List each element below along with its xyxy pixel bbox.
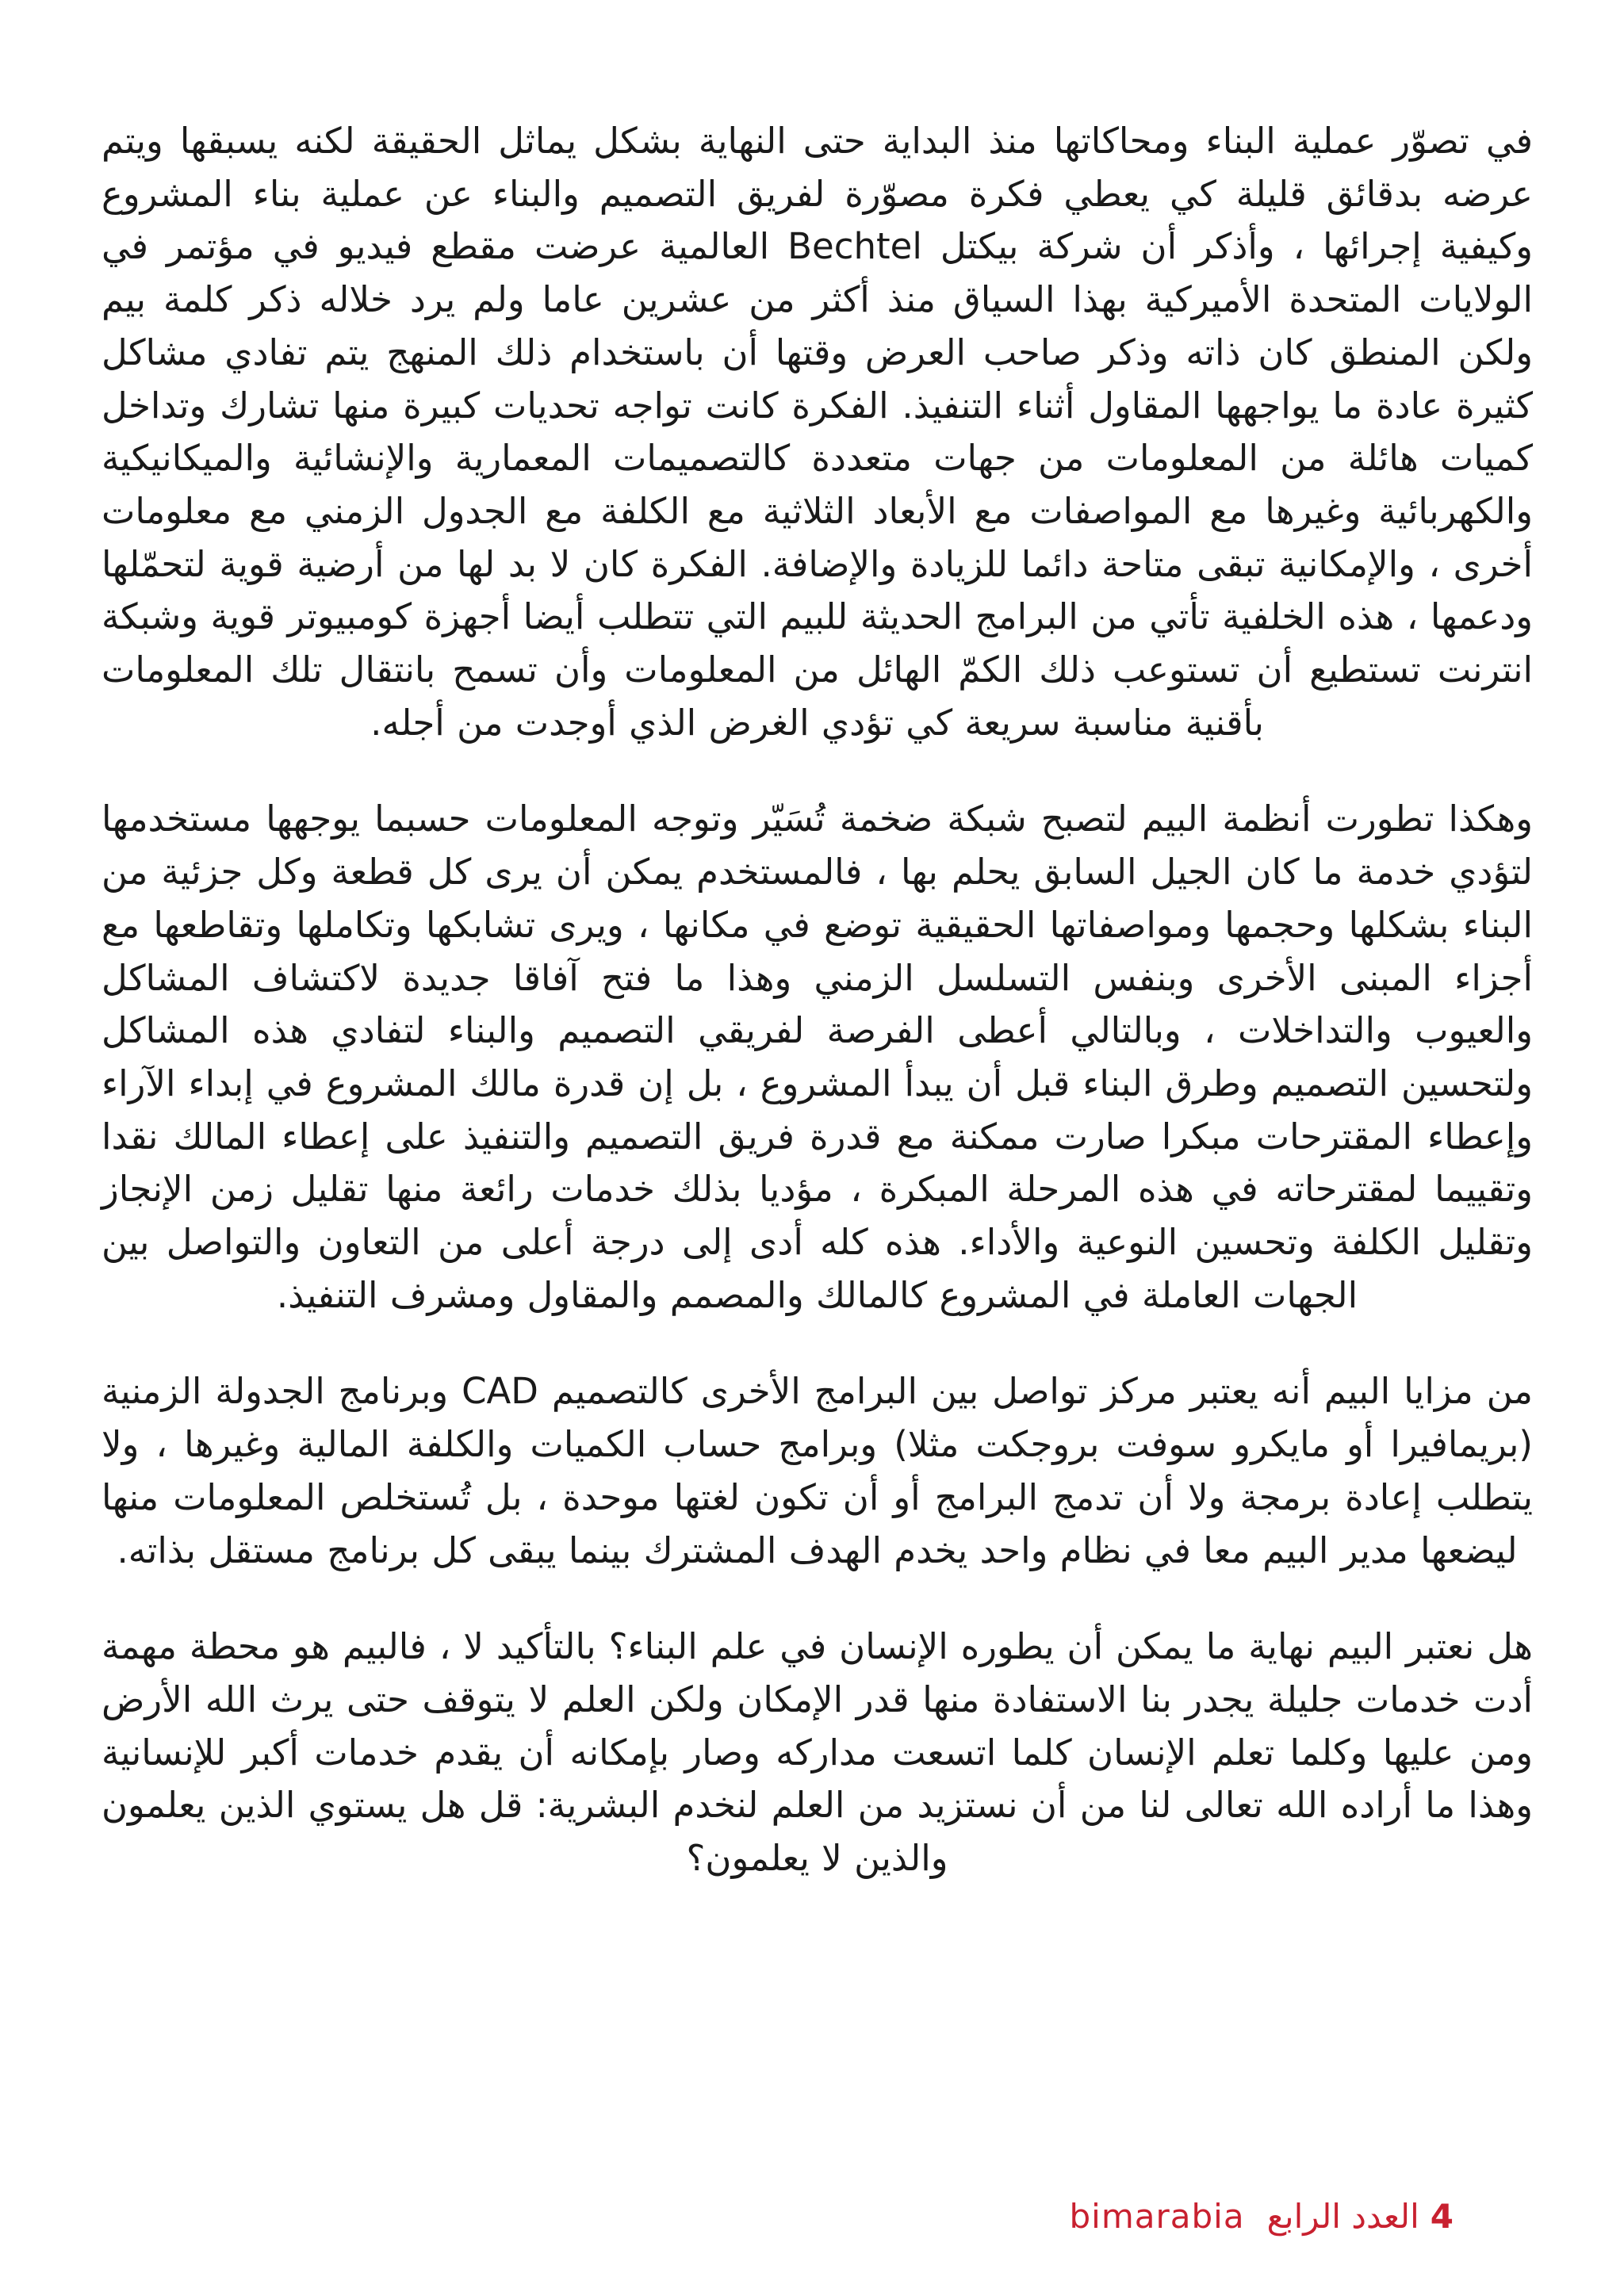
issue-label: العدد الرابع (1266, 2197, 1419, 2236)
page-number: 4 (1430, 2197, 1454, 2236)
paragraph-bim-future: هل نعتبر البيم نهاية ما يمكن أن يطوره الإنسان في علم البناء؟ بالتأكيد لا ، فالبيم هو محطة مهمة أدت خدمات جليلة يجدر بنا الاستفادة منها قدر الإمكان ولكن العلم لا يتوقف حتى يرث الله الأرض ومن عليها وكلما تعلم الإنسان كلما اتسعت مداركه وصار بإمكانه أن يقدم خدمات أكبر للإنسانية وهذا ما أراده الله تعالى لنا من أن نستزيد من العلم لنخدم البشرية: قل هل يستوي الذين يعلمون والذين لا يعلمون؟ (102, 1625, 1533, 1880)
paragraph-bim-simulation: في تصوّر عملية البناء ومحاكاتها منذ البداية حتى النهاية بشكل يماثل الحقيقة لكنه يسبقها ويتم عرضه بدقائق قليلة كي يعطي فكرة مصوّرة لفريق التصميم والبناء عن عملية بناء المشروع وكيفية إجرائها ، وأذكر أن شركة بيكتل Bechtel العالمية عرضت مقطع فيديو في مؤتمر في الولايات المتحدة الأميركية بهذا السياق منذ أكثر من عشرين عاما ولم يرد خلاله ذكر كلمة بيم ولكن المنطق كان ذاته وذكر صاحب العرض وقتها أن باستخدام ذلك المنهج يتم تفادي مشاكل كثيرة عادة ما يواجهها المقاول أثناء التنفيذ. الفكرة كانت تواجه تحديات كبيرة منها تشارك وتداخل كميات هائلة من المعلومات من جهات متعددة كالتصميمات المعمارية والإنشائية والميكانيكية والكهربائية وغيرها مع المواصفات مع الأبعاد الثلاثية مع الكلفة مع الجدول الزمني مع معلومات أخرى ، والإمكانية تبقى متاحة دائما للزيادة والإضافة. الفكرة كان لا بد لها من أرضية قوية لتحمّلها ودعمها ، هذه الخلفية تأتي من البرامج الحديثة للبيم التي تتطلب أيضا أجهزة كومبيوتر قوية وشبكة انترنت تستطيع أن تستوعب ذلك الكمّ الهائل من المعلومات وأن تسمح بانتقال تلك المعلومات بأقنية مناسبة سريعة كي تؤدي الغرض الذي أوجدت من أجله. (102, 120, 1533, 744)
page-footer (1070, 2195, 1454, 2239)
article-body (102, 115, 1533, 1929)
brand-name: bimarabia (1069, 2197, 1245, 2236)
paragraph-bim-evolution: وهكذا تطورت أنظمة البيم لتصبح شبكة ضخمة تُسَيّر وتوجه المعلومات حسبما يوجهها مستخدمها لتؤدي خدمة ما كان الجيل السابق يحلم بها ، فالمستخدم يمكن أن يرى كل قطعة وكل جزئية من البناء بشكلها وحجمها ومواصفاتها الحقيقية توضع في مكانها ، ويرى تشابكها وتكاملها وتقاطعها مع أجزاء المبنى الأخرى وبنفس التسلسل الزمني وهذا ما فتح آفاقا جديدة لاكتشاف المشاكل والعيوب والتداخلات ، وبالتالي أعطى الفرصة لفريقي التصميم والبناء لتفادي هذه المشاكل ولتحسين التصميم وطرق البناء قبل أن يبدأ المشروع ، بل إن قدرة مالك المشروع في إبداء الآراء وإعطاء المقترحات مبكرا صارت ممكنة مع قدرة فريق التصميم والتنفيذ على إعطاء المالك نقدا وتقييما لمقترحاته في هذه المرحلة المبكرة ، مؤديا بذلك خدمات رائعة منها تقليل زمن الإنجاز وتقليل الكلفة وتحسين النوعية والأداء. هذه كله أدى إلى درجة أعلى من التعاون والتواصل بين الجهات العاملة في المشروع كالمالك والمصمم والمقاول ومشرف التنفيذ. (102, 798, 1533, 1316)
paragraph-bim-advantages: من مزايا البيم أنه يعتبر مركز تواصل بين البرامج الأخرى كالتصميم CAD وبرنامج الجدولة الزمنية (بريمافيرا أو مايكرو سوفت بروجكت مثلا) وبرامج حساب الكميات والكلفة المالية وغيرها ، ولا يتطلب إعادة برمجة ولا أن تدمج البرامج أو أن تكون لغتها موحدة ، بل تُستخلص المعلومات منها ليضعها مدير البيم معا في نظام واحد يخدم الهدف المشترك بينما يبقى كل برنامج مستقل بذاته. (102, 1370, 1534, 1571)
